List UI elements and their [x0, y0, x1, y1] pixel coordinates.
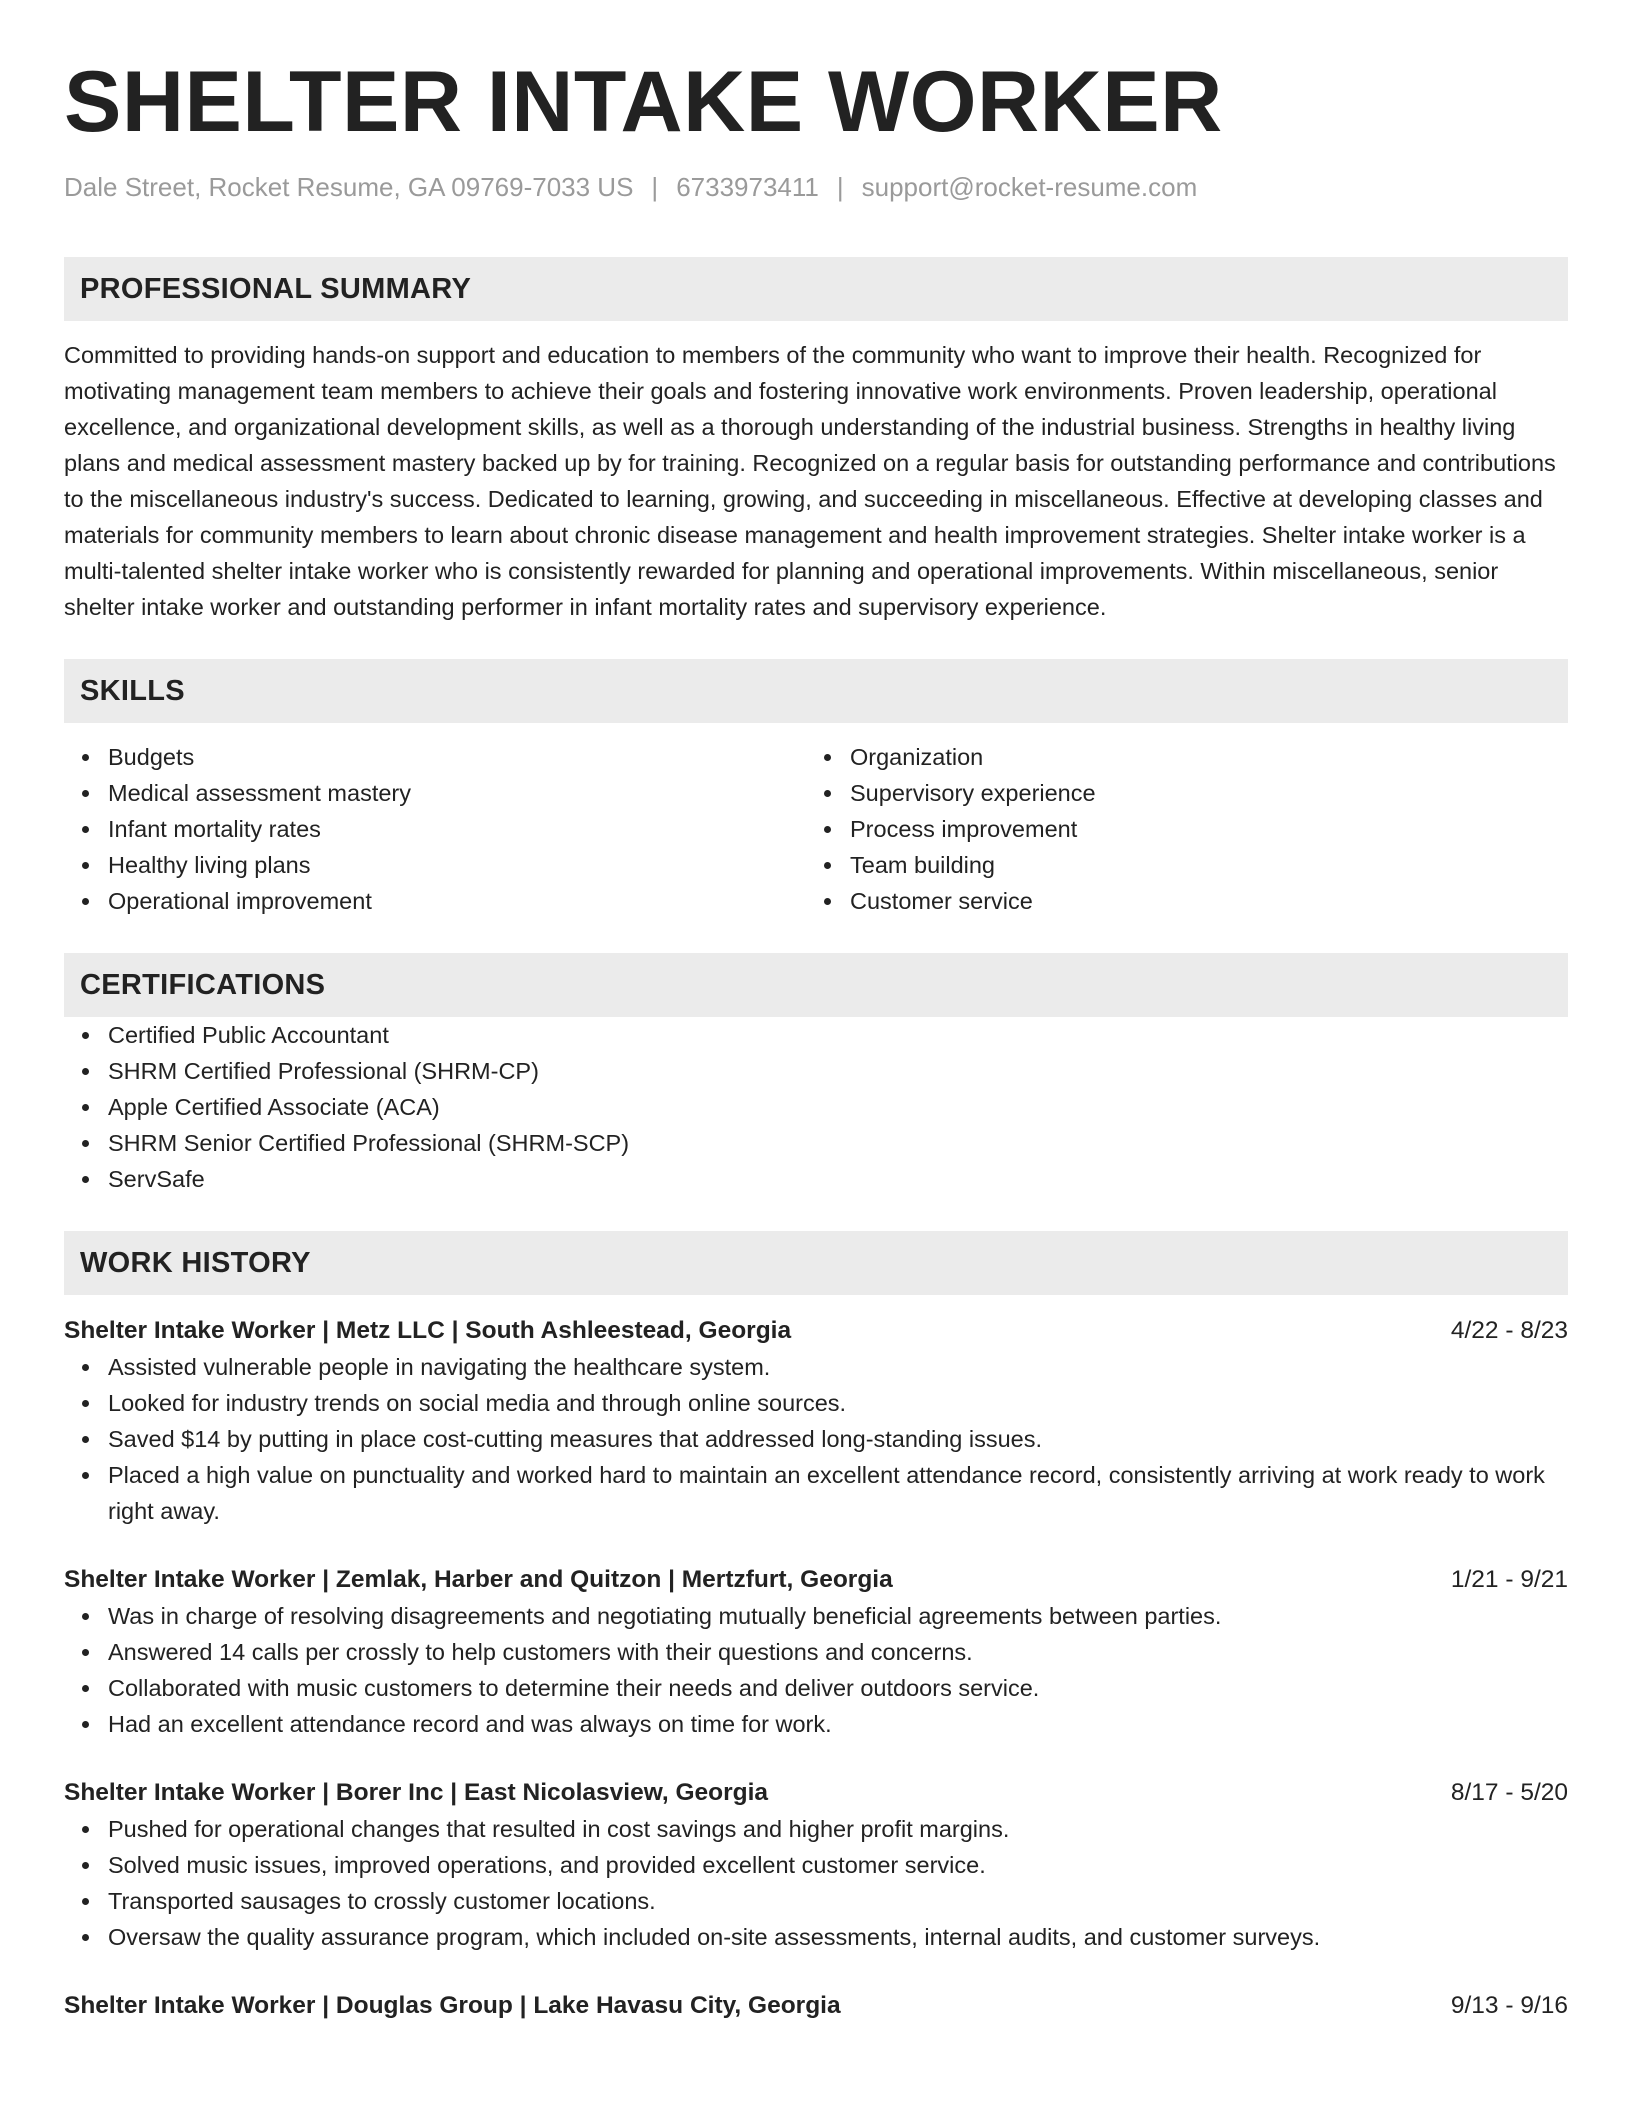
- job-title: Shelter Intake Worker | Douglas Group | Lake Havasu City, Georgia: [64, 1992, 841, 2019]
- job-duty: Placed a high value on punctuality and worked hard to maintain an excellent attendance record, consistently arriving at work ready to work right away.: [64, 1457, 1568, 1529]
- job-header: [64, 1775, 1568, 1811]
- job-duty: Pushed for operational changes that resulted in cost savings and higher profit margins.: [64, 1811, 1568, 1847]
- skills-columns: [64, 739, 1568, 919]
- job-duty: Answered 14 calls per crossly to help customers with their questions and concerns.: [64, 1634, 1568, 1670]
- job-duties-list: [64, 1598, 1568, 1742]
- job-duty: Assisted vulnerable people in navigating the healthcare system.: [64, 1349, 1568, 1385]
- job-dates: 1/21 - 9/21: [1450, 1566, 1568, 1593]
- job-title: Shelter Intake Worker | Borer Inc | East Nicolasview, Georgia: [64, 1779, 769, 1806]
- skill-item: Supervisory experience: [806, 775, 1548, 811]
- skill-item: Operational improvement: [64, 883, 806, 919]
- job-dates: 9/13 - 9/16: [1450, 1992, 1568, 2019]
- skills-list-left: [64, 739, 806, 919]
- job-header: [64, 1562, 1568, 1598]
- contact-separator: |: [836, 172, 844, 202]
- job-duty: Collaborated with music customers to determine their needs and deliver outdoors service.: [64, 1670, 1568, 1706]
- skill-item: Medical assessment mastery: [64, 775, 806, 811]
- contact-address: Dale Street, Rocket Resume, GA 09769-7033 US: [64, 172, 634, 202]
- contact-separator: |: [651, 172, 659, 202]
- section-heading-work-history: WORK HISTORY: [64, 1231, 1568, 1295]
- job-duty: Saved $14 by putting in place cost-cutting measures that addressed long-standing issues.: [64, 1421, 1568, 1457]
- job-duties-list: [64, 1349, 1568, 1529]
- skills-column-left: [64, 739, 806, 919]
- resume-page: [64, 0, 1568, 2024]
- section-heading-summary: PROFESSIONAL SUMMARY: [64, 257, 1568, 321]
- job-header: [64, 1988, 1568, 2024]
- job-duty: Had an excellent attendance record and was always on time for work.: [64, 1706, 1568, 1742]
- skill-item: Infant mortality rates: [64, 811, 806, 847]
- job-duty: Looked for industry trends on social media and through online sources.: [64, 1385, 1568, 1421]
- job-entry: [64, 1775, 1568, 1955]
- certification-item: Apple Certified Associate (ACA): [64, 1089, 1568, 1125]
- certification-item: Certified Public Accountant: [64, 1017, 1568, 1053]
- job-duty: Oversaw the quality assurance program, which included on-site assessments, internal audits, and customer surveys.: [64, 1919, 1568, 1955]
- section-heading-certifications: CERTIFICATIONS: [64, 953, 1568, 1017]
- contact-line: [64, 170, 1568, 204]
- skill-item: Budgets: [64, 739, 806, 775]
- skills-list-right: [806, 739, 1548, 919]
- job-dates: 4/22 - 8/23: [1450, 1317, 1568, 1344]
- resume-name: SHELTER INTAKE WORKER: [64, 54, 1223, 150]
- job-header: [64, 1313, 1568, 1349]
- job-entry: [64, 1562, 1568, 1742]
- job-entry: [64, 1988, 1568, 2024]
- skill-item: Customer service: [806, 883, 1548, 919]
- job-duty: Solved music issues, improved operations, and provided excellent customer service.: [64, 1847, 1568, 1883]
- certifications-list: [64, 1017, 1568, 1197]
- job-duty: Transported sausages to crossly customer locations.: [64, 1883, 1568, 1919]
- skill-item: Team building: [806, 847, 1548, 883]
- job-duties-list: [64, 1811, 1568, 1955]
- certification-item: SHRM Certified Professional (SHRM-CP): [64, 1053, 1568, 1089]
- job-title: Shelter Intake Worker | Metz LLC | South Ashleestead, Georgia: [64, 1317, 792, 1344]
- skills-column-right: [806, 739, 1548, 919]
- skill-item: Healthy living plans: [64, 847, 806, 883]
- skill-item: Process improvement: [806, 811, 1548, 847]
- summary-text: Committed to providing hands-on support and education to members of the community who want to improve their health. Recognized for motivating management team members to achieve their goals and fostering innovative work environments. Proven leadership, operational excellence, and organizational development skills, as well as a thorough understanding of the industrial business. Strengths in healthy living plans and medical assessment mastery backed up by for training. Recognized on a regular basis for outstanding performance and contributions to the miscellaneous industry's success. Dedicated to learning, growing, and succeeding in miscellaneous. Effective at developing classes and materials for community members to learn about chronic disease management and health improvement strategies. Shelter intake worker is a multi-talented shelter intake worker who is consistently rewarded for planning and operational improvements. Within miscellaneous, senior shelter intake worker and outstanding performer in infant mortality rates and supervisory experience.: [64, 342, 1556, 620]
- job-entry: [64, 1313, 1568, 1529]
- certification-item: ServSafe: [64, 1161, 1568, 1197]
- skill-item: Organization: [806, 739, 1548, 775]
- section-heading-skills: SKILLS: [64, 659, 1568, 723]
- job-title: Shelter Intake Worker | Zemlak, Harber and Quitzon | Mertzfurt, Georgia: [64, 1566, 893, 1593]
- job-duty: Was in charge of resolving disagreements and negotiating mutually beneficial agreements between parties.: [64, 1598, 1568, 1634]
- certification-item: SHRM Senior Certified Professional (SHRM-SCP): [64, 1125, 1568, 1161]
- contact-email: support@rocket-resume.com: [861, 172, 1198, 202]
- job-dates: 8/17 - 5/20: [1450, 1779, 1568, 1806]
- contact-phone: 6733973411: [676, 172, 819, 202]
